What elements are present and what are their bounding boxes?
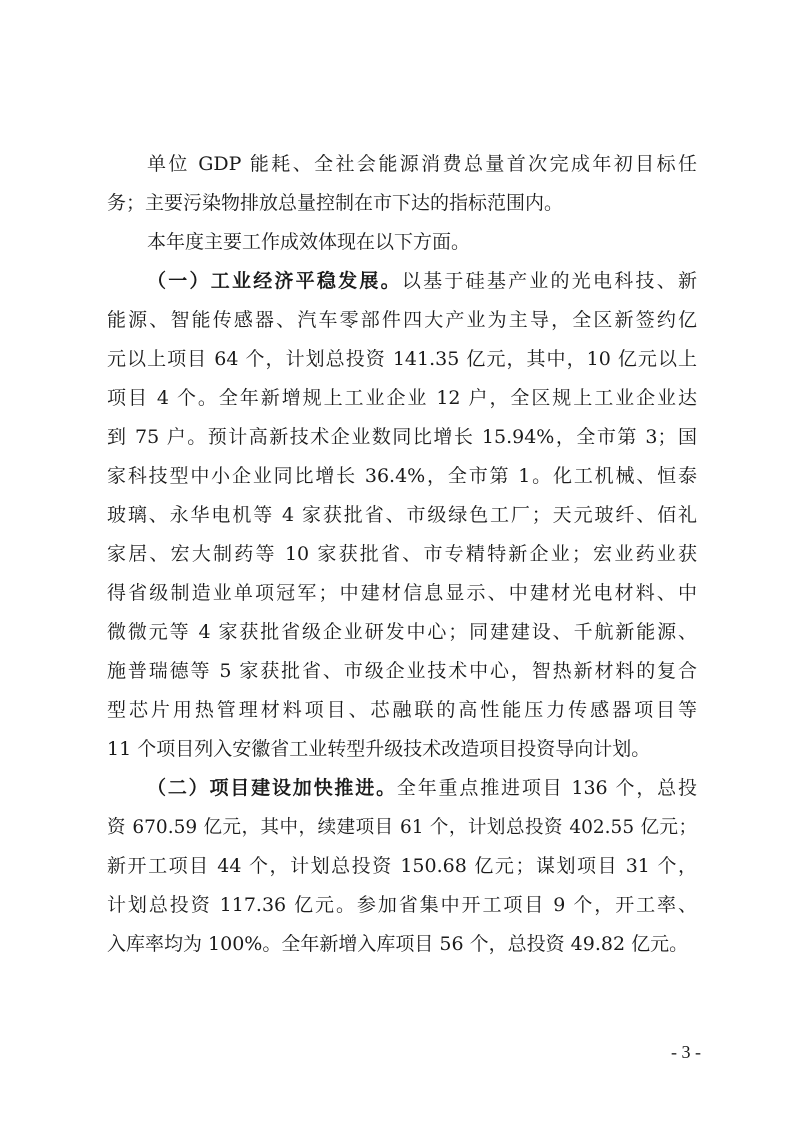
body-line: 11 个项目列入安徽省工业转型升级技术改造项目投资导向计划。: [107, 738, 651, 760]
body-line: 到 75 户。预计高新技术企业数同比增长 15.94%，全市第 3；国: [107, 426, 697, 448]
section-heading-line: [107, 262, 697, 301]
body-line: 资 670.59 亿元，其中，续建项目 61 个，计划总投资 402.55 亿元；: [107, 817, 697, 838]
body-text: 以基于硅基产业的光电科技、新: [401, 270, 697, 292]
body-line: 项目 4 个。全年新增规上工业企业 12 户，全区规上工业企业达: [107, 387, 697, 409]
body-line: 新开工项目 44 个，计划总投资 150.68 亿元；谋划项目 31 个，: [107, 855, 697, 877]
body-line: 施普瑞德等 5 家获批省、市级企业技术中心，智热新材料的复合: [107, 660, 697, 682]
section-heading-line: [107, 769, 697, 808]
body-line: 本年度主要工作成效体现在以下方面。: [147, 231, 471, 253]
body-line: 玻璃、永华电机等 4 家获批省、市级绿色工厂；天元玻纤、佰礼: [107, 504, 697, 526]
body-line: 务；主要污染物排放总量控制在市下达的指标范围内。: [107, 192, 564, 214]
section-heading: （一）工业经济平稳发展。: [147, 270, 402, 292]
body-line: 得省级制造业单项冠军；中建材信息显示、中建材光电材料、中: [107, 582, 697, 604]
body-line: 家科技型中小企业同比增长 36.4%，全市第 1。化工机械、恒泰: [107, 465, 697, 487]
body-line: 型芯片用热管理材料项目、芯融联的高性能压力传感器项目等: [107, 699, 697, 721]
body-line: 家居、宏大制药等 10 家获批省、市专精特新企业；宏业药业获: [107, 543, 697, 565]
section-heading: （二）项目建设加快推进。: [147, 777, 397, 799]
body-line: 能源、智能传感器、汽车零部件四大产业为主导，全区新签约亿: [107, 309, 697, 331]
body-line: 计划总投资 117.36 亿元。参加省集中开工项目 9 个，开工率、: [107, 894, 697, 916]
page-number: - 3 -: [671, 1042, 701, 1062]
body-line: 入库率均为 100%。全年新增入库项目 56 个，总投资 49.82 亿元。: [107, 933, 689, 955]
body-line: 元以上项目 64 个，计划总投资 141.35 亿元，其中，10 亿元以上: [107, 348, 697, 370]
body-text: 全年重点推进项目 136 个，总投: [396, 777, 697, 799]
document-body: [107, 145, 697, 964]
body-line: 微微元等 4 家获批省级企业研发中心；同建建设、千航新能源、: [107, 621, 697, 643]
body-line: 单位 GDP 能耗、全社会能源消费总量首次完成年初目标任: [147, 153, 697, 175]
